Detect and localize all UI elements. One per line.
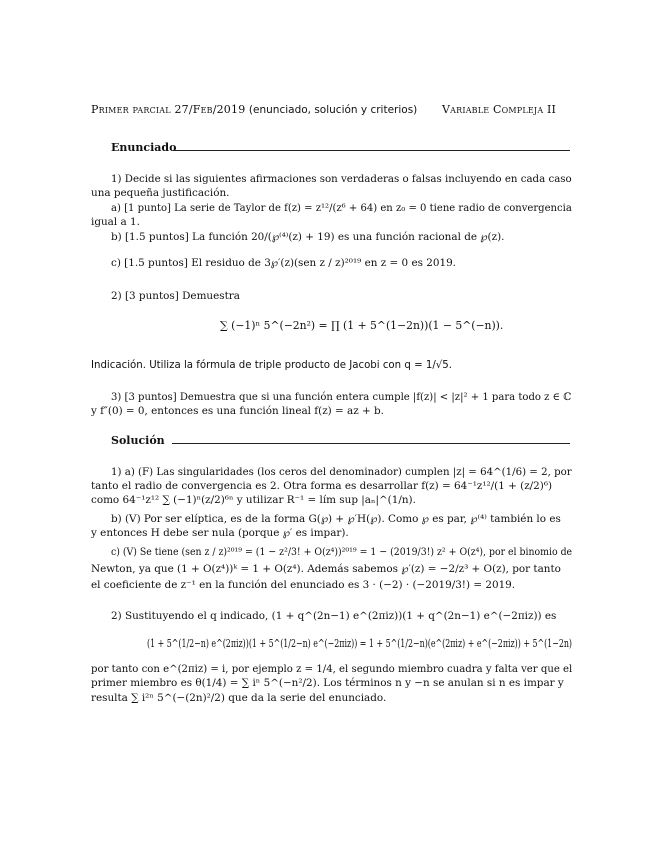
s1b-line1: b) (V) Por ser elíptica, es de la forma G(℘) + ℘′H(℘). Como ℘ es par, ℘⁽⁴⁾ también lo es (111, 513, 561, 525)
s1a-line2: tanto el radio de convergencia es 2. Otra forma es desarrollar f(z) = 64⁻¹z¹²/(1 + (z/2)⁶) (91, 480, 553, 492)
s1c-line3: el coeficiente de z⁻¹ en la función del enunciado es 3 · (−2) · (−2019/3!) = 2019. (91, 579, 516, 591)
s1c-line2: Newton, ya que (1 + O(z⁴))ᵏ = 1 + O(z⁴). Además sabemos ℘′(z) = −2/z³ + O(z), por tanto (91, 563, 561, 575)
q1-intro-1: 1) Decide si las siguientes afirmaciones son verdaderas o falsas incluyendo en cada caso (111, 173, 572, 185)
s2-equation: (1 + 5^(1/2−n) e^(2πiz))(1 + 5^(1/2−n) e^(−2πiz)) = 1 + 5^(1/2−n)(e^(2πiz) + e^(−2πiz)) + 5^(1−2n) (147, 637, 573, 650)
q1b: b) [1.5 puntos] La función 20/(℘⁽⁴⁾(z) + 19) es una función racional de ℘(z). (111, 231, 505, 243)
s1a-line1: 1) a) (F) Las singularidades (los ceros del denominador) cumplen |z| = 64^(1/6) = 2, por (111, 466, 572, 478)
solution-title: Solución (111, 434, 165, 447)
header-right: Variable Compleja II (442, 103, 557, 116)
header (91, 103, 417, 117)
statement-title: Enunciado (111, 141, 177, 154)
header-left: Primer parcial 27/Feb/2019 (91, 103, 246, 116)
q1c: c) [1.5 puntos] El residuo de 3℘′(z)(sen z / z)²⁰¹⁹ en z = 0 es 2019. (111, 257, 456, 269)
q2-hint: Indicación. Utiliza la fórmula de triple producto de Jacobi con q = 1/√5. (91, 360, 452, 371)
q1a-line2: igual a 1. (91, 216, 140, 228)
s1a-line3: como 64⁻¹z¹² ∑ (−1)ⁿ(z/2)⁶ⁿ y utilizar R⁻¹ = lím sup |aₙ|^(1/n). (91, 494, 416, 506)
s2-line2: por tanto con e^(2πiz) = i, por ejemplo z = 1/4, el segundo miembro cuadra y falta ver que el (91, 663, 573, 675)
q3-line1: 3) [3 puntos] Demuestra que si una función entera cumple |f(z)| < |z|² + 1 para todo z ∈ ℂ (111, 391, 572, 403)
q1a-line1: a) [1 punto] La serie de Taylor de f(z) = z¹²/(z⁶ + 64) en z₀ = 0 tiene radio de convergencia (111, 202, 572, 214)
q3-line2: y f″(0) = 0, entonces es una función lineal f(z) = az + b. (91, 405, 384, 417)
s2-line3: primer miembro es θ(1/4) = ∑ iⁿ 5^(−n²/2). Los términos n y −n se anulan si n es impar y (91, 677, 564, 689)
section-rule (172, 443, 570, 444)
s2-line1: 2) Sustituyendo el q indicado, (1 + q^(2n−1) e^(2πiz))(1 + q^(2n−1) e^(−2πiz)) es (111, 610, 557, 622)
header-middle: (enunciado, solución y criterios) (248, 104, 418, 116)
q2-intro: 2) [3 puntos] Demuestra (111, 290, 240, 302)
section-rule (173, 150, 570, 151)
s1c-line1: c) (V) Se tiene (sen z / z)²⁰¹⁹ = (1 − z²/3! + O(z⁴))²⁰¹⁹ = 1 − (2019/3!) z² + O(z⁴), por el binomio de (111, 546, 573, 558)
q2-equation: ∑ (−1)ⁿ 5^(−2n²) = ∏ (1 + 5^(1−2n))(1 − 5^(−n)). (220, 319, 504, 332)
s1b-line2: y entonces H debe ser nula (porque ℘′ es impar). (91, 527, 349, 539)
s2-line4: resulta ∑ i²ⁿ 5^(−(2n)²/2) que da la serie del enunciado. (91, 692, 387, 704)
q1-intro-2: una pequeña justificación. (91, 187, 230, 199)
